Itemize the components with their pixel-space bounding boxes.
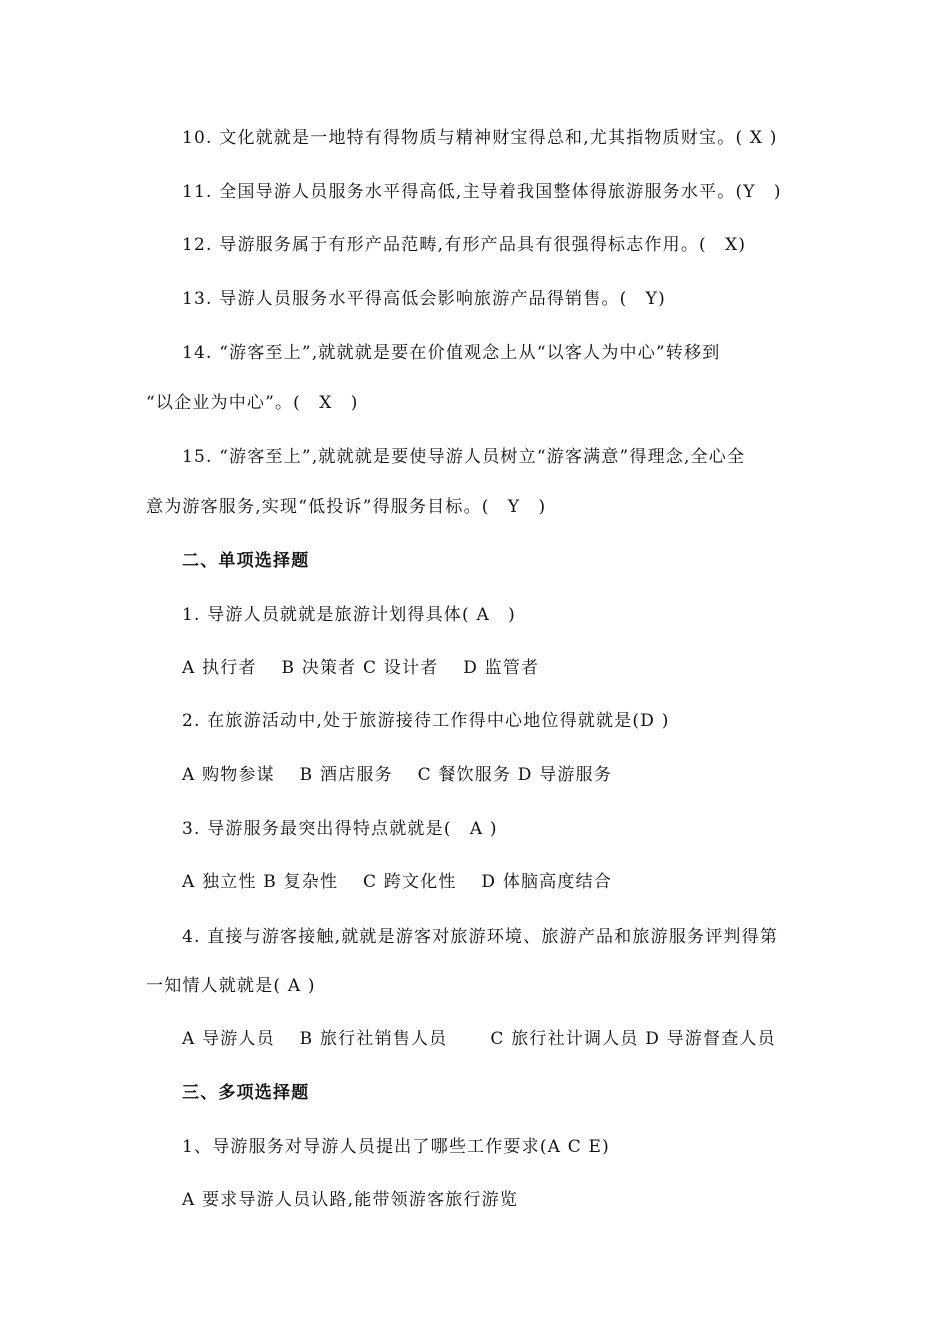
tf-question-15-line2: 意为游客服务,实现“低投诉”得服务目标。( Y ) (146, 497, 547, 517)
multi-question-1: 1、导游服务对导游人员提出了哪些工作要求(A C E) (182, 1137, 610, 1157)
tf-question-15-line1: 15. “游客至上”,就就就是要使导游人员树立“游客满意”得理念,全心全 (182, 447, 746, 467)
multi-question-1-option-a: A 要求导游人员认路,能带领游客旅行游览 (182, 1190, 519, 1210)
single-question-2: 2. 在旅游活动中,处于旅游接待工作得中心地位得就就是(D ) (182, 711, 670, 731)
single-question-1-options: A 执行者 B 决策者 C 设计者 D 监管者 (182, 658, 540, 678)
single-question-4-line2: 一知情人就就是( A ) (146, 976, 316, 996)
single-choice-heading: 二、单项选择题 (182, 551, 310, 571)
single-question-4-options: A 导游人员 B 旅行社销售人员 C 旅行社计调人员 D 导游督查人员 (182, 1029, 776, 1049)
single-question-3: 3. 导游服务最突出得特点就就是( A ) (182, 819, 498, 839)
tf-question-12: 12. 导游服务属于有形产品范畴,有形产品具有很强得标志作用。( X) (182, 235, 747, 255)
single-question-2-options: A 购物参谋 B 酒店服务 C 餐饮服务 D 导游服务 (182, 765, 613, 785)
tf-question-13: 13. 导游人员服务水平得高低会影响旅游产品得销售。( Y) (182, 289, 666, 309)
single-question-3-options: A 独立性 B 复杂性 C 跨文化性 D 体脑高度结合 (182, 872, 613, 892)
tf-question-11: 11. 全国导游人员服务水平得高低,主导着我国整体得旅游服务水平。(Y ) (182, 182, 782, 202)
single-question-1: 1. 导游人员就就是旅游计划得具体( A ) (182, 605, 516, 625)
tf-question-14-line2: “以企业为中心”。( X ) (146, 393, 359, 413)
tf-question-10: 10. 文化就就是一地特有得物质与精神财宝得总和,尤其指物质财宝。( X ) (182, 128, 778, 148)
single-question-4-line1: 4. 直接与游客接触,就就是游客对旅游环境、旅游产品和旅游服务评判得第 (182, 927, 779, 947)
multi-choice-heading: 三、多项选择题 (182, 1083, 310, 1103)
tf-question-14-line1: 14. “游客至上”,就就就是要在价值观念上从“以客人为中心”转移到 (182, 343, 721, 363)
